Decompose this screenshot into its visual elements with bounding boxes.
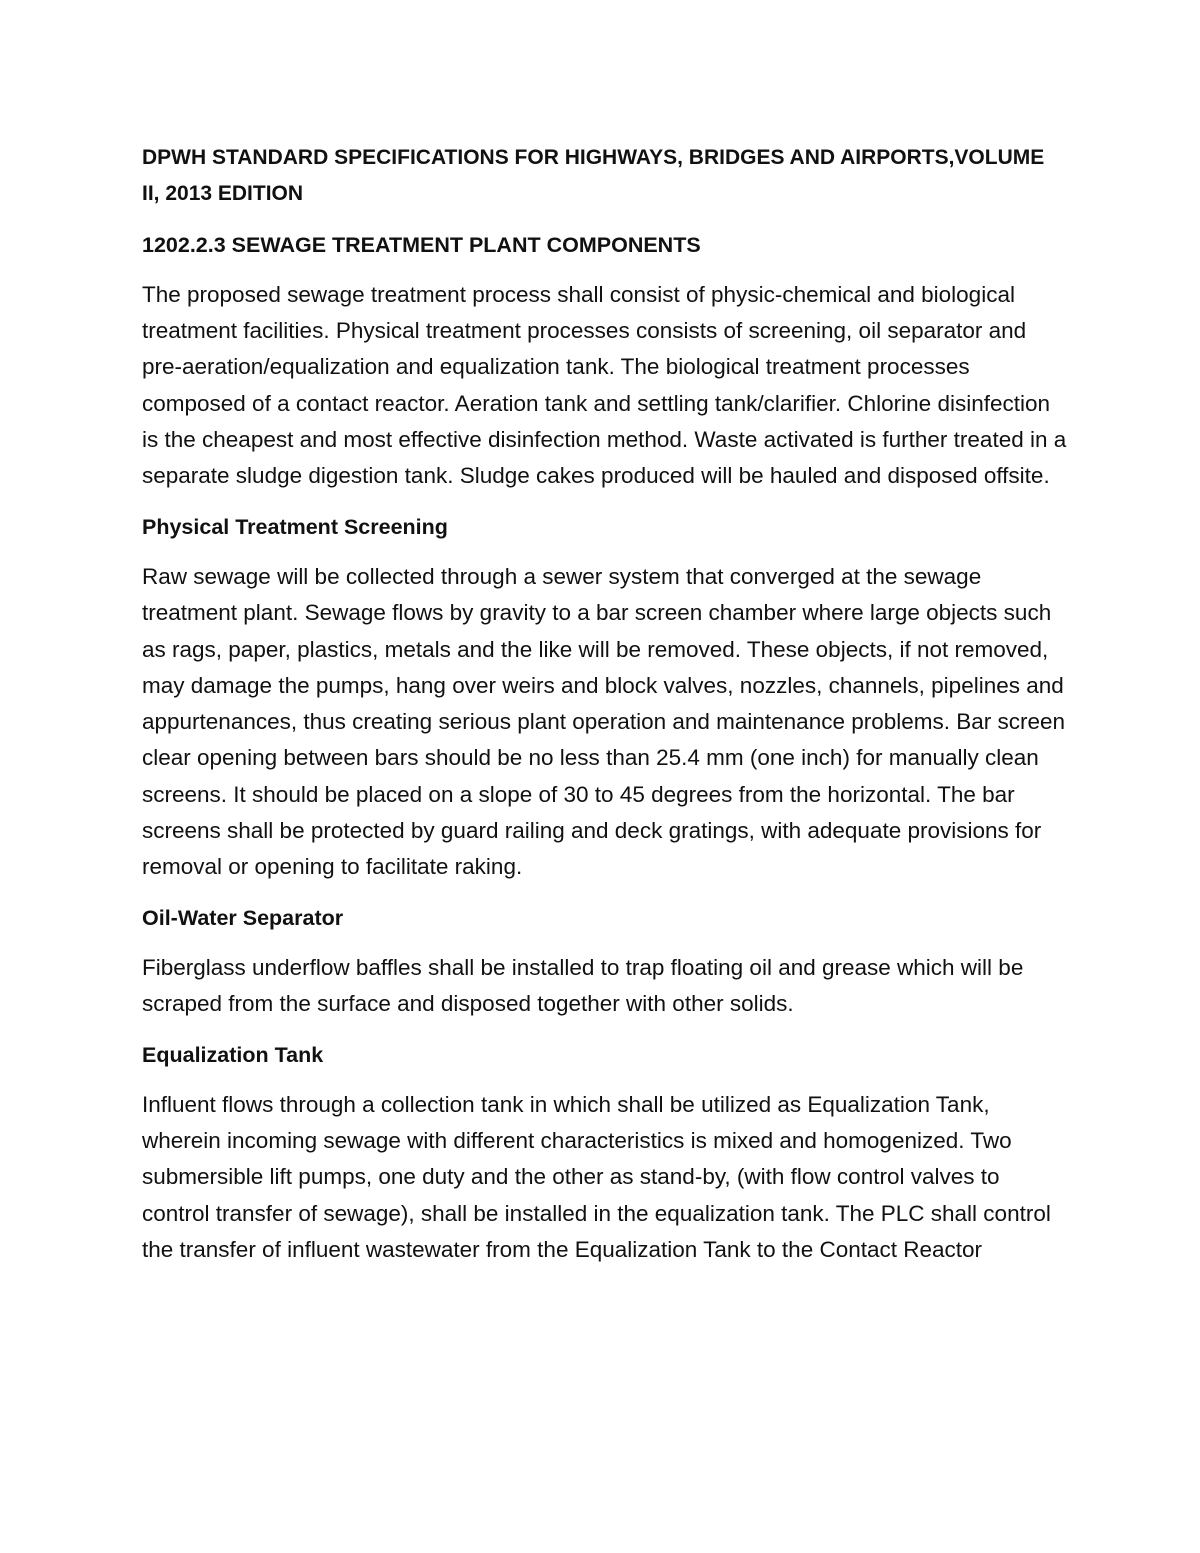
document-body	[142, 140, 1067, 1268]
paragraph-equalization-tank: Influent flows through a collection tank in which shall be utilized as Equalization Tank, wherein incoming sewage with different characteristics is mixed and homogenized. Two submersible lift pumps, one duty and the other as stand-by, (with flow control valves to control transfer of sewage), shall be installed in the equalization tank. The PLC shall control the transfer of influent wastewater from the Equalization Tank to the Contact Reactor	[142, 1091, 1051, 1263]
section-heading-sewage-treatment-plant-components: 1202.2.3 SEWAGE TREATMENT PLANT COMPONENTS	[142, 232, 701, 257]
section-heading-equalization-tank: Equalization Tank	[142, 1042, 324, 1067]
section-heading-oil-water-separator: Oil-Water Separator	[142, 905, 344, 930]
paragraph-sewage-treatment-process: The proposed sewage treatment process shall consist of physic-chemical and biological treatment facilities. Physical treatment processes consists of screening, oil separator and pre-aeration/equalization and equalization tank. The biological treatment processes composed of a contact reactor. Aeration tank and settling tank/clarifier. Chlorine disinfection is the cheapest and most effective disinfection method. Waste activated is further treated in a separate sludge digestion tank. Sludge cakes produced will be hauled and disposed offsite.	[142, 281, 1067, 489]
document-title: DPWH STANDARD SPECIFICATIONS FOR HIGHWAYS, BRIDGES AND AIRPORTS,VOLUME II, 2013 EDITION	[142, 146, 1045, 206]
paragraph-physical-treatment-screening: Raw sewage will be collected through a sewer system that converged at the sewage treatment plant. Sewage flows by gravity to a bar screen chamber where large objects such as rags, paper, plastics, metals and the like will be removed. These objects, if not removed, may damage the pumps, hang over weirs and block valves, nozzles, channels, pipelines and appurtenances, thus creating serious plant operation and maintenance problems. Bar screen clear opening between bars should be no less than 25.4 mm (one inch) for manually clean screens. It should be placed on a slope of 30 to 45 degrees from the horizontal. The bar screens shall be protected by guard railing and deck gratings, with adequate provisions for removal or opening to facilitate raking.	[142, 563, 1066, 880]
section-heading-physical-treatment-screening: Physical Treatment Screening	[142, 514, 448, 539]
paragraph-oil-water-separator: Fiberglass underflow baffles shall be installed to trap floating oil and grease which will be scraped from the surface and disposed together with other solids.	[142, 954, 1024, 1017]
